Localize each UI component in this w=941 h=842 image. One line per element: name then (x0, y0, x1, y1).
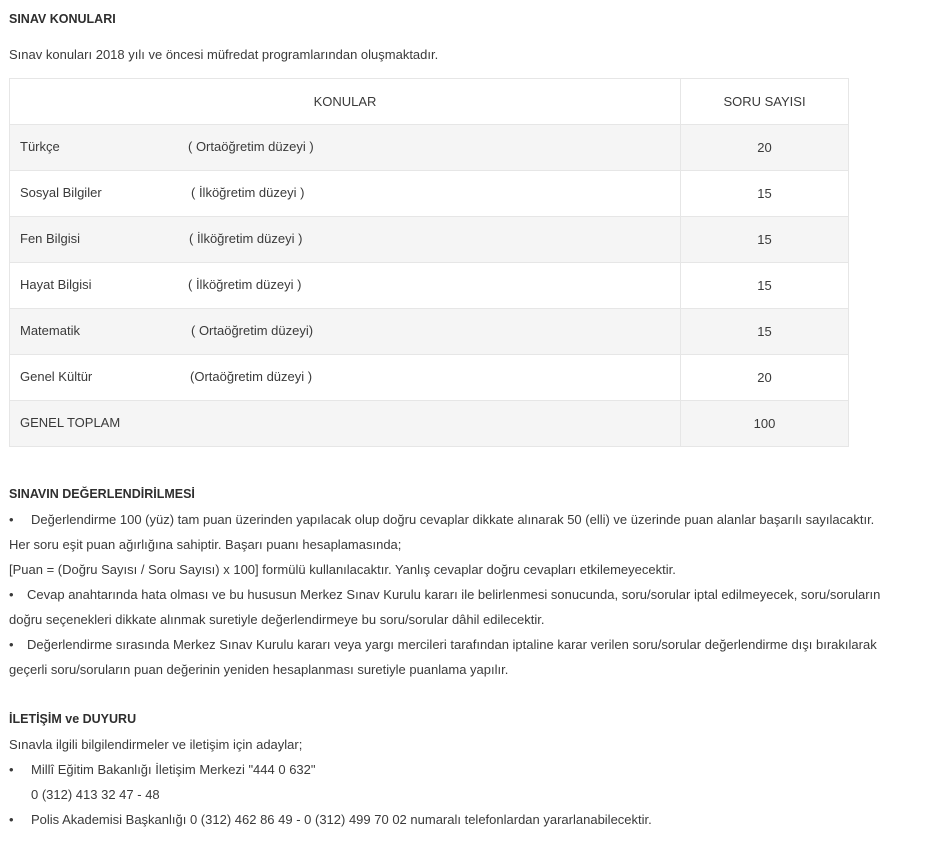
question-count: 20 (681, 355, 849, 401)
subject-name: Fen Bilgisi (20, 231, 80, 246)
degerlendirme-line: Değerlendirme 100 (yüz) tam puan üzerinden yapılacak olup doğru cevaplar dikkate alınarak 50 (elli) ve üzerinde puan alanlar başarılı sayılacaktır. (31, 512, 875, 527)
subject-name: Genel Kültür (20, 369, 93, 384)
subject-level: (Ortaöğretim düzeyi ) (190, 369, 313, 384)
question-count: 15 (681, 171, 849, 217)
list-item (9, 637, 877, 652)
question-count: 20 (681, 125, 849, 171)
iletisim-line: Sınavla ilgili bilgilendirmeler ve iletişim için adaylar; (9, 737, 303, 752)
konular-intro-text: Sınav konuları 2018 yılı ve öncesi müfredat programlarından oluşmaktadır. (9, 47, 439, 62)
list-item (9, 812, 652, 827)
subject-cell (10, 309, 681, 355)
table-row (10, 309, 849, 355)
question-count: 15 (681, 309, 849, 355)
table-row (10, 171, 849, 217)
table-header-row (10, 79, 849, 125)
subject-cell (10, 263, 681, 309)
list-item (9, 512, 874, 527)
section-title-sinav-konulari: SINAV KONULARI (9, 12, 116, 26)
subject-cell (10, 171, 681, 217)
total-value: 100 (681, 401, 849, 447)
subjects-table (9, 78, 849, 447)
subject-level: ( İlköğretim düzeyi ) (191, 185, 305, 200)
table-row (10, 263, 849, 309)
table-row (10, 355, 849, 401)
subject-level: ( Ortaöğretim düzeyi) (191, 323, 314, 338)
degerlendirme-line: doğru seçenekleri dikkate alınmak suretiyle değerlendirmeye bu soru/sorular dâhil edilecektir. (9, 612, 545, 627)
total-label-cell (10, 401, 681, 447)
total-label: GENEL TOPLAM (20, 415, 121, 430)
subject-level: ( İlköğretim düzeyi ) (189, 231, 303, 246)
header-soru-sayisi: SORU SAYISI (681, 79, 849, 125)
list-item (9, 762, 316, 777)
degerlendirme-line: Değerlendirme sırasında Merkez Sınav Kurulu kararı veya yargı mercileri tarafından iptaline karar verilen soru/sorular değerlendirme dışı bırakılarak (27, 637, 877, 652)
table-total-row (10, 401, 849, 447)
subject-name: Sosyal Bilgiler (20, 185, 102, 200)
header-konular: KONULAR (10, 79, 681, 125)
section-title-iletisim: İLETİŞİM ve DUYURU (9, 712, 137, 726)
degerlendirme-line: geçerli soru/soruların puan değerinin yeniden hesaplanması suretiyle puanlama yapılır. (9, 662, 509, 677)
iletisim-line: 0 (312) 413 32 47 - 48 (31, 787, 160, 802)
question-count: 15 (681, 217, 849, 263)
subject-level: ( Ortaöğretim düzeyi ) (188, 139, 314, 154)
question-count: 15 (681, 263, 849, 309)
iletisim-line: Millî Eğitim Bakanlığı İletişim Merkezi "444 0 632" (31, 762, 316, 777)
table-row (10, 125, 849, 171)
subject-cell (10, 355, 681, 401)
bullet-icon: • (9, 587, 14, 602)
bullet-icon: • (9, 762, 14, 777)
subject-cell (10, 125, 681, 171)
degerlendirme-line: [Puan = (Doğru Sayısı / Soru Sayısı) x 100] formülü kullanılacaktır. Yanlış cevaplar doğru cevapları etkilemeyecektir. (9, 562, 676, 577)
subject-name: Matematik (20, 323, 80, 338)
iletisim-line: Polis Akademisi Başkanlığı 0 (312) 462 86 49 - 0 (312) 499 70 02 numaralı telefonlardan yararlanabilecektir. (31, 812, 652, 827)
bullet-icon: • (9, 812, 14, 827)
subject-name: Türkçe (20, 139, 60, 154)
subject-name: Hayat Bilgisi (20, 277, 92, 292)
subject-cell (10, 217, 681, 263)
list-item (9, 587, 880, 602)
degerlendirme-line: Cevap anahtarında hata olması ve bu hususun Merkez Sınav Kurulu kararı ile belirlenmesi sonucunda, soru/sorular iptal edilmeyecek, soru/soruların (27, 587, 881, 602)
table-row (10, 217, 849, 263)
bullet-icon: • (9, 512, 14, 527)
degerlendirme-line: Her soru eşit puan ağırlığına sahiptir. Başarı puanı hesaplamasında; (9, 537, 402, 552)
bullet-icon: • (9, 637, 14, 652)
subject-level: ( İlköğretim düzeyi ) (188, 277, 302, 292)
section-title-degerlendirme: SINAVIN DEĞERLENDİRİLMESİ (9, 487, 195, 501)
